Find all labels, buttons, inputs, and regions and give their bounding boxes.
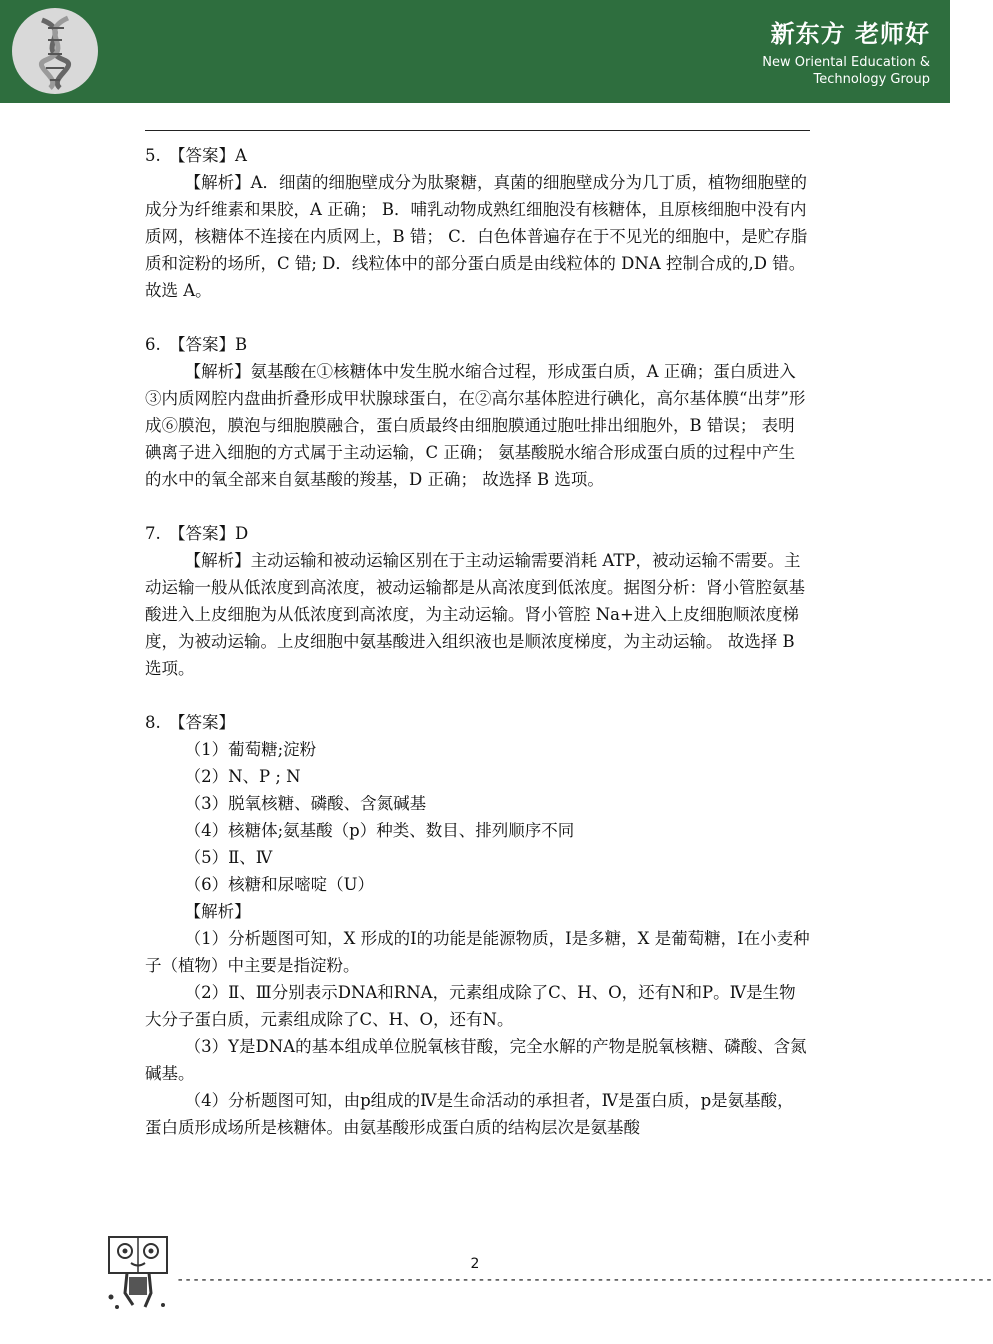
q5-answer: 5. 【答案】A	[145, 146, 247, 165]
document-body	[145, 142, 810, 1141]
q8-analysis-1: （1）分析题图可知，X 形成的Ⅰ的功能是能源物质，Ⅰ是多糖，X 是葡萄糖，Ⅰ在小麦种子（植物）中主要是指淀粉。	[145, 929, 810, 975]
top-divider	[145, 130, 810, 131]
q8-item-2: （2）N、P ; N	[184, 767, 301, 786]
q8-item-6: （6）核糖和尿嘧啶（U）	[184, 875, 374, 894]
q8-analysis-label: 【解析】	[184, 902, 251, 921]
q8-answer: 8. 【答案】	[145, 713, 235, 732]
mascot-reading-icon	[105, 1233, 173, 1315]
q7-answer: 7. 【答案】D	[145, 524, 249, 543]
q6-answer: 6. 【答案】B	[145, 335, 248, 354]
q8-analysis-2: （2）Ⅱ、Ⅲ分别表示DNA和RNA，元素组成除了C、H、O，还有N和P。Ⅳ是生物大分子蛋白质，元素组成除了C、H、O，还有N。	[145, 983, 796, 1029]
q8-analysis-4: （4）分析题图可知，由p组成的Ⅳ是生命活动的承担者，Ⅳ是蛋白质，p是氨基酸，蛋白质形成场所是核糖体。由氨基酸形成蛋白质的结构层次是氨基酸	[145, 1091, 794, 1137]
brand-name-en	[762, 54, 930, 88]
q8-analysis-3: （3）Y是DNA的基本组成单位脱氧核苷酸，完全水解的产物是脱氧核糖、磷酸、含氮碱基。	[145, 1037, 807, 1083]
q6-analysis: 【解析】氨基酸在①核糖体中发生脱水缩合过程，形成蛋白质，A 正确；蛋白质进入③内质网腔内盘曲折叠形成甲状腺球蛋白，在②高尔基体腔进行碘化，高尔基体膜“出芽”形成⑥膜泡，膜泡与细胞膜融合，蛋白质最终由细胞膜通过胞吐排出细胞外，B 错误； 表明碘离子进入细胞的方式属于主动运输，C 正确； 氨基酸脱水缩合形成蛋白质的过程中产生的水中的氧全部来自氨基酸的羧基，D 正确； 故选择 B 选项。	[145, 362, 806, 489]
brand-en-line1: New Oriental Education &	[762, 55, 930, 70]
q8-item-3: （3）脱氧核糖、磷酸、含氮碱基	[184, 794, 427, 813]
q8-item-5: （5）Ⅱ、Ⅳ	[184, 848, 273, 867]
q5-analysis: 【解析】A．细菌的细胞壁成分为肽聚糖，真菌的细胞壁成分为几丁质，植物细胞壁的成分为纤维素和果胶，A 正确； B．哺乳动物成熟红细胞没有核糖体，且原核细胞中没有内质网，核糖体不连接在内质网上，B 错； C．白色体普遍存在于不见光的细胞中，是贮存脂质和淀粉的场所，C 错; D．线粒体中的部分蛋白质是由线粒体的 DNA 控制合成的,D 错。 故选 A。	[145, 173, 808, 300]
header-band	[0, 0, 950, 103]
q8-item-4: （4）核糖体;氨基酸（p）种类、数目、排列顺序不同	[184, 821, 575, 840]
brand-name-cn: 新东方 老师好	[770, 20, 930, 48]
dna-logo-icon	[12, 8, 98, 94]
q8-item-1: （1）葡萄糖;淀粉	[184, 740, 317, 759]
brand-block	[762, 20, 930, 88]
page-number: 2	[470, 1256, 480, 1272]
footer-dashed-line: -------------------------------------------------------------------------------------------------------	[176, 1272, 993, 1288]
brand-en-line2: Technology Group	[813, 72, 930, 87]
q7-analysis: 【解析】主动运输和被动运输区别在于主动运输需要消耗 ATP，被动运输不需要。主动运输一般从低浓度到高浓度，被动运输都是从高浓度到低浓度。据图分析：肾小管腔氨基酸进入上皮细胞为从低浓度到高浓度，为主动运输。肾小管腔 Na+进入上皮细胞顺浓度梯度，为被动运输。上皮细胞中氨基酸进入组织液也是顺浓度梯度，为主动运输。 故选择 B 选项。	[145, 551, 805, 678]
